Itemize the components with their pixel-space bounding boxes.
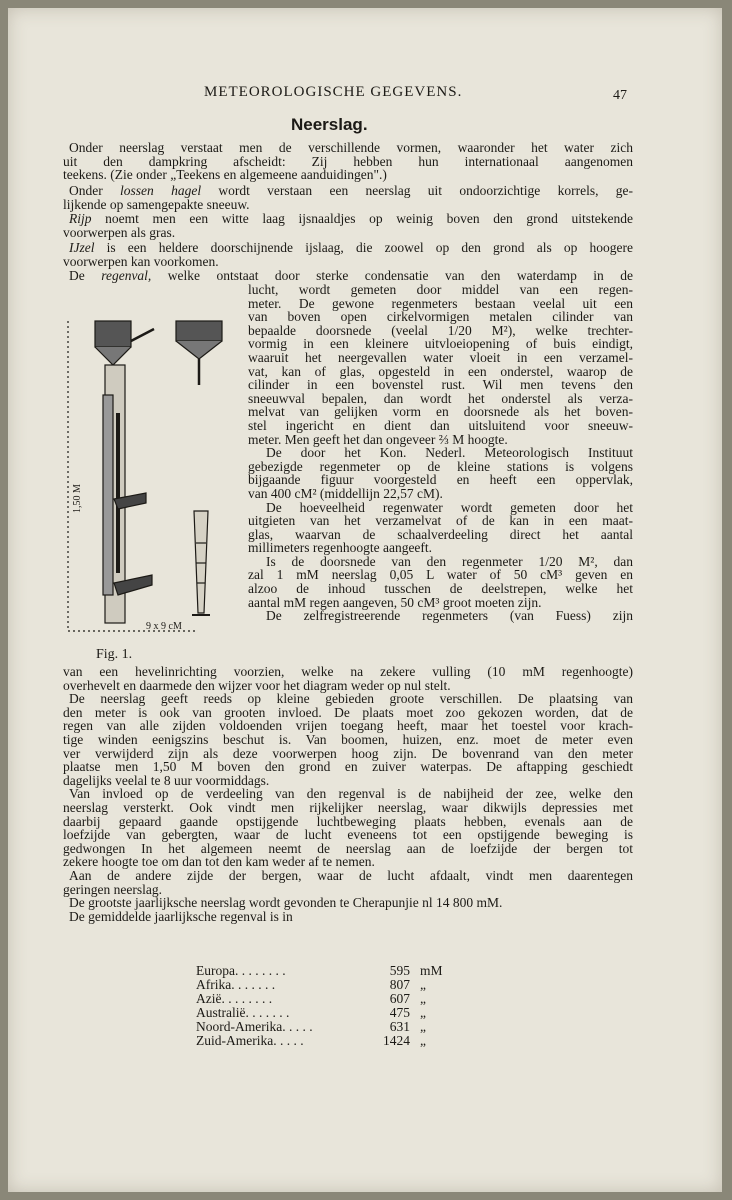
rainfall-unit: „ [420, 977, 426, 992]
continent-cell [196, 1006, 360, 1020]
rainfall-value: 631 [389, 1019, 410, 1034]
text-line: Onder neerslag verstaat men de verschillende vormen, waaronder het water zich [69, 140, 633, 155]
dot-leader: . . . . . [273, 1033, 304, 1048]
text-line: lijkende op samengepakte sneeuw. [63, 196, 250, 212]
side-text-block [248, 283, 633, 623]
rainfall-value: 595 [389, 963, 410, 978]
text-line: loefzijde van gebergten, waar de lucht eveneens tot een opstijgende beweging is [63, 827, 633, 843]
table-row [196, 1034, 447, 1048]
continent-name: Zuid-Amerika [196, 1033, 274, 1048]
text-line: aantal mM regen aangeven, 50 cM³ groot moeten zijn. [248, 594, 542, 610]
text-line: geringen neerslag. [63, 881, 162, 897]
funnel-top-view-cone [176, 341, 222, 359]
text-line: bijgaande figuur voorgesteld en heeft een oppervlak, [248, 472, 633, 488]
text-line: uitgieten van het verzamelvat of de kan in een maat- [248, 513, 633, 529]
text-line: voorwerpen kan voorkomen. [63, 253, 219, 269]
text-line: den meter is ook van grooten invloed. De plaats moet zoo gekozen worden, dat de [63, 704, 633, 720]
table-row [196, 1020, 447, 1034]
figure-caption: Fig. 1. [96, 647, 133, 662]
section-title: Neerslag. [291, 115, 368, 134]
text-line: Aan de andere zijde der bergen, waar de lucht afdaalt, vindt men daarentegen [69, 867, 633, 883]
text-line: vormig in een kleinere uitvloeiopening of buis eindigt, [248, 336, 633, 352]
text-line: gebezigde regenmeter op de kleine stations is volgens [248, 458, 633, 474]
measuring-glass [194, 511, 208, 613]
rainfall-unit: „ [420, 1033, 426, 1048]
rainfall-unit: mM [420, 963, 443, 978]
dot-leader: . . . . . . . . [234, 963, 286, 978]
text-line: De neerslag geeft reeds op kleine gebieden groote verschillen. De plaatsing van [69, 691, 633, 707]
funnel-top-view [176, 321, 222, 341]
intro-paragraph-2 [63, 184, 633, 211]
continent-cell [196, 964, 360, 978]
running-header: METEOROLOGISCHE GEGEVENS. [204, 84, 463, 100]
text-line [63, 184, 633, 198]
text-line: voorwerpen als gras. [63, 224, 176, 240]
text-line: dagelijks veelal te 8 uur voormiddags. [63, 772, 270, 788]
text-line: IJzel is een heldere doorschijnende ijslaag, die zoowel op den grond als op hoogere [69, 240, 633, 255]
text-line: glas, waarvan de schaalverdeeling direct het aantal [248, 526, 633, 542]
gauge-spout [131, 329, 154, 341]
intro-paragraph-3 [63, 212, 633, 239]
text-line: plaatse men 1,50 M boven den grond en zuiver waterpas. De aftapping geschiedt [63, 759, 633, 775]
gauge-funnel [95, 321, 131, 347]
dimension-horizontal-label: 9 x 9 cM [146, 621, 182, 632]
text-line: waaruit het neergevallen water vloeit in een verzamel- [248, 349, 633, 365]
rainfall-unit: „ [420, 991, 426, 1006]
continent-name: Azië [196, 991, 222, 1006]
text-line: van boven open cirkelvormigen metalen cilinder van [248, 309, 633, 325]
book-page [8, 8, 722, 1192]
intro-paragraph-4 [63, 241, 633, 268]
table-row [196, 978, 447, 992]
rainfall-value: 1424 [383, 1033, 410, 1048]
gauge-pipe [103, 395, 113, 595]
continent-name: Afrika [196, 977, 232, 992]
text-line: De zelfregistreerende regenmeters (van Fuess) zijn [266, 608, 633, 624]
text-line: regen van alle zijden voldoenden vrijen toegang heeft, maar het toestel voor krach- [63, 718, 633, 734]
text-line: Rijp noemt men een witte laag ijsnaaldjes op weinig boven den grond uitstekende [69, 211, 633, 226]
continent-cell [196, 978, 360, 992]
table-row [196, 1006, 447, 1020]
text-line: stel ingericht en dient dan uitsluitend voor sneeuw- [248, 417, 633, 433]
table-row [196, 964, 447, 978]
text-line: Van invloed op de verdeeling van den regenval is de nabijheid der zee, welke den [69, 786, 633, 802]
text-line: melvat van gelijken vorm en doorsnede als het boven- [248, 404, 633, 420]
text-line: De hoeveelheid regenwater wordt gemeten door het [266, 499, 633, 515]
text-line: tige winden eenigszins beschut is. Van boomen, huizen, enz. moet de meter even [63, 731, 633, 747]
text-line: De gemiddelde jaarlijksche regenval is in [69, 908, 293, 924]
page-number: 47 [613, 88, 627, 103]
text-line: ver verwijderd zijn als deze voorwerpen hoog zijn. De bovenrand van den meter [63, 745, 633, 761]
dot-leader: . . . . . . . [245, 1005, 290, 1020]
intro-paragraph-5 [63, 269, 633, 283]
text-line: van een hevelinrichting voorzien, welke na zekere vulling (10 mM regenhoogte) [63, 664, 633, 679]
text-line: zekere hoogte toe om dan tot den kam weder af te nemen. [63, 854, 375, 870]
text-line: millimeters regenhoogte aangeeft. [248, 540, 433, 556]
body-text-block [63, 665, 633, 923]
text-line: bepaalde doorsnede (veelal 1/20 M²), welke trechter- [248, 322, 633, 338]
text-line: meter. De gewone regenmeters bestaan veelal uit een [248, 295, 633, 311]
text-line: overhevelt en daarmede den wijzer voor het diagram weder op nul stelt. [63, 677, 451, 693]
rainfall-table [196, 964, 447, 1048]
text-line: daarbij gepaard gaande opstijgende luchtbeweging plaats hebben, evenals aan de [63, 813, 633, 829]
intro-paragraph-1 [63, 141, 633, 182]
text-line: vat, kan of glas, opgesteld in een onderstel, waarop de [248, 363, 633, 379]
text-line: Is de doorsnede van den regenmeter 1/20 M², dan [266, 553, 633, 569]
dot-leader: . . . . . [282, 1019, 313, 1034]
continent-name: Europa [196, 963, 235, 978]
text-line: gedwongen In het algemeen neemt de neerslag aan de loefzijde der bergen tot [63, 840, 633, 856]
text-line: alzoo de inhoud tusschen de deelstrepen, welke het [248, 581, 633, 597]
text-line: van 400 cM² (middellijn 22,57 cM). [248, 485, 443, 501]
rainfall-unit: „ [420, 1019, 426, 1034]
continent-cell [196, 992, 360, 1006]
text-line-content: Onder lossen hagel wordt verstaan een neerslag uit ondoorzichtige korrels, ge- [69, 183, 633, 198]
continent-cell [196, 1034, 360, 1048]
dimension-vertical-label: 1,50 M [72, 484, 83, 513]
rainfall-value: 807 [389, 977, 410, 992]
dot-leader: . . . . . . . [231, 977, 276, 992]
continent-name: Noord-Amerika [196, 1019, 283, 1034]
text-line: teekens. (Zie onder „Teekens en algemeene aanduidingen".) [63, 167, 387, 183]
text-line: De door het Kon. Nederl. Meteorologisch Instituut [266, 445, 633, 461]
rain-gauge-figure [58, 313, 238, 658]
text-line: cilinder in een bovenstel rust. Wil men tevens den [248, 377, 633, 393]
rainfall-value: 607 [389, 991, 410, 1006]
rainfall-value: 475 [389, 1005, 410, 1020]
continent-cell [196, 1020, 360, 1034]
text-line: De grootste jaarlijksche neerslag wordt gevonden te Cherapunjie nl 14 800 mM. [69, 895, 503, 911]
table-row [196, 992, 447, 1006]
continent-name: Australië [196, 1005, 246, 1020]
text-line: neerslag versterkt. Ook vindt men rijkelijker neerslag, waar dikwijls depressies met [63, 799, 633, 815]
text-line: zal 1 mM neerslag 0,05 L water of 50 cM³ geven en [248, 567, 633, 583]
dot-leader: . . . . . . . . [221, 991, 273, 1006]
rainfall-unit: „ [420, 1005, 426, 1020]
text-line: sneeuwval bepalen, dan wordt het onderstel als verza- [248, 390, 633, 406]
gauge-funnel-cone [95, 347, 131, 365]
text-line: De regenval, welke ontstaat door sterke condensatie van den waterdamp in de [69, 268, 633, 283]
text-line: lucht, wordt gemeten door middel van een regen- [248, 282, 633, 297]
text-line: uit den dampkring afscheidt: Zij hebben hun internationaal aangenomen [63, 153, 633, 169]
text-line: meter. Men geeft het dan ongeveer ⅔ M hoogte. [248, 431, 508, 447]
